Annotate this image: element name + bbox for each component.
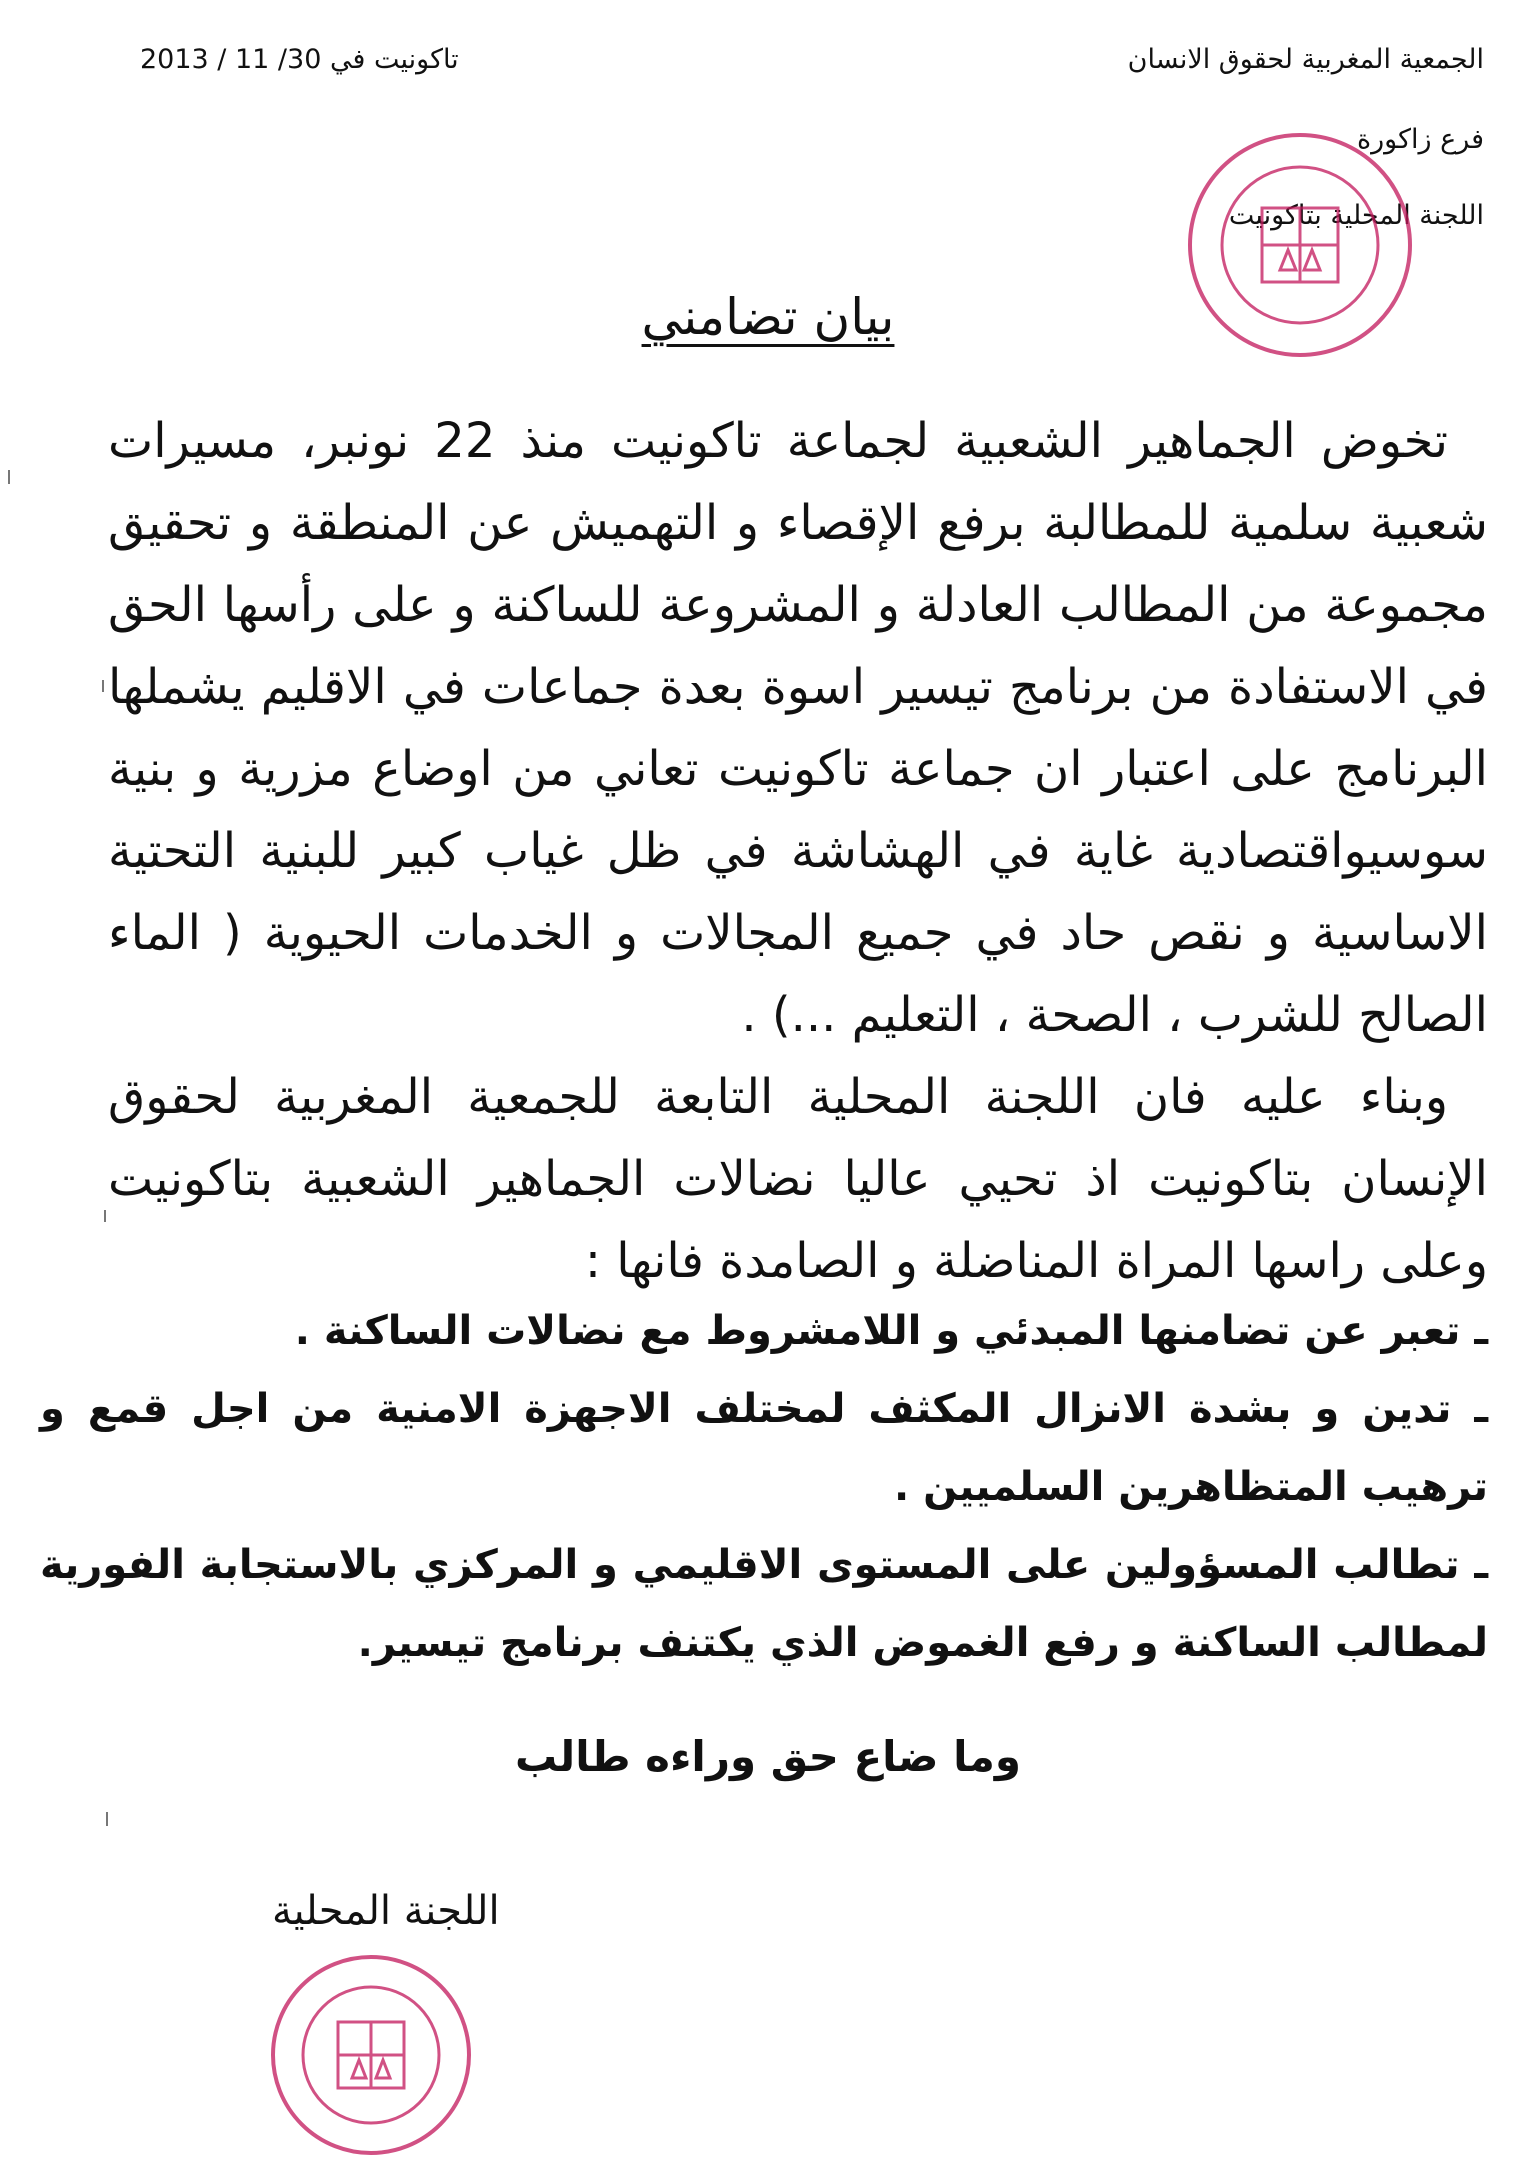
association-stamp-bottom [266,1950,476,2160]
branch-name: فرع زاكورة [1356,124,1484,155]
body-paragraph-2: وبناء عليه فان اللجنة المحلية التابعة للجمعية المغربية لحقوق الإنسان بتاكونيت اذ تحيي عاليا نضالات الجماهير الشعبية بتاكونيت وعلى راسها المراة المناضلة و الصامدة فانها : [108,1069,1488,1289]
statement-points [40,1292,1488,1682]
point-item: ـ تطالب المسؤولين على المستوى الاقليمي و المركزي بالاستجابة الفورية لمطالب الساكنة و رفع الغموض الذي يكتنف برنامج تيسير. [40,1542,1488,1666]
date-line: تاكونيت في 30/ 11 / 2013 [140,44,459,75]
closing-slogan: وما ضاع حق وراءه طالب [514,1732,1022,1781]
signature-line: اللجنة المحلية [272,1888,500,1934]
point-item: ـ تعبر عن تضامنها المبدئي و اللامشروط مع نضالات الساكنة . [294,1308,1488,1354]
scan-mark [102,680,104,692]
scan-mark [8,470,10,484]
committee-name: اللجنة المحلية بتاكونيت [1228,200,1484,231]
statement-title [0,288,1536,346]
statement-title-text: بيان تضامني [641,288,895,346]
point-item: ـ تدين و بشدة الانزال المكثف لمختلف الاجهزة الامنية من اجل قمع و ترهيب المتظاهرين السلميين . [40,1386,1488,1510]
organization-name: الجمعية المغربية لحقوق الانسان [1127,44,1484,75]
statement-body [108,400,1488,1302]
body-paragraph-1: تخوض الجماهير الشعبية لجماعة تاكونيت منذ 22 نونبر، مسيرات شعبية سلمية للمطالبة برفع الإقصاء و التهميش عن المنطقة و تحقيق مجموعة من المطالب العادلة و المشروعة للساكنة و على رأسها الحق في الاستفادة من برنامج تيسير اسوة بعدة جماعات في الاقليم يشملها البرنامج على اعتبار ان جماعة تاكونيت تعاني من اوضاع مزرية و بنية سوسيواقتصادية غاية في الهشاشة في ظل غياب كبير للبنية التحتية الاساسية و نقص حاد في جميع المجالات و الخدمات الحيوية ( الماء الصالح للشرب ، الصحة ، التعليم ...) . [108,413,1488,1043]
scan-mark [104,1210,106,1222]
scan-mark [106,1812,108,1826]
